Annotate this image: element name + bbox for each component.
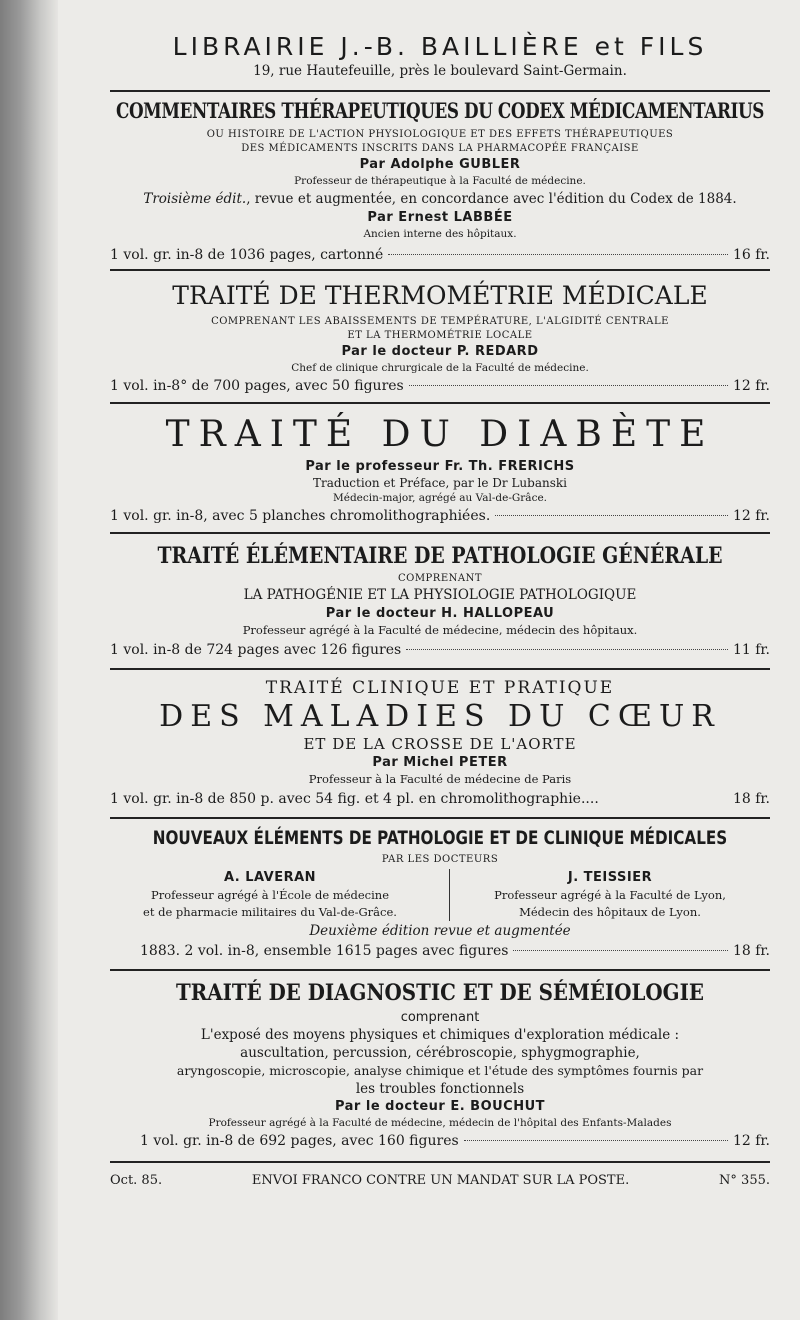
book-description-line — [110, 376, 770, 396]
page-footer — [110, 1173, 770, 1188]
book-description: 1 vol. gr. in-8 de 692 pages, avec 160 figures — [140, 1133, 459, 1149]
edition-rest: , revue et augmentée, en concordance avec l'édition du Codex de 1884. — [246, 191, 737, 207]
book-subtitle: OU HISTOIRE DE L'ACTION PHYSIOLOGIQUE ET DES EFFETS THÉRAPEUTIQUES — [206, 129, 674, 140]
dot-leader — [513, 950, 728, 951]
book-description: 1 vol. in-8° de 700 pages, avec 50 figures — [110, 378, 404, 394]
book-description: 1883. 2 vol. in-8, ensemble 1615 pages avec figures — [140, 943, 509, 959]
book-pretitle: TRAITÉ CLINIQUE ET PRATIQUE — [265, 678, 615, 698]
book-entry-thermometrie — [110, 271, 770, 396]
book-title: TRAITÉ DE THERMOMÉTRIE MÉDICALE — [172, 281, 708, 310]
edition-line — [110, 189, 770, 209]
book-price: 12 fr. — [732, 378, 770, 394]
book-description-line — [110, 1131, 770, 1151]
book-subtitle: DES MÉDICAMENTS INSCRITS DANS LA PHARMACOPÉE FRANÇAISE — [241, 143, 639, 154]
book-subtitle: ET LA THERMOMÉTRIE LOCALE — [347, 330, 533, 341]
book-subtitle: ET DE LA CROSSE DE L'AORTE — [303, 735, 577, 753]
catalogue-page — [110, 0, 770, 1320]
book-body-1: L'exposé des moyens physiques et chimiques d'exploration médicale : — [200, 1027, 680, 1043]
book-binding-edge — [0, 0, 58, 1320]
author-columns — [110, 869, 770, 921]
book-price: 12 fr. — [732, 508, 770, 524]
book-price: 18 fr. — [732, 943, 770, 959]
footer-notice: ENVOI FRANCO CONTRE UN MANDAT SUR LA POSTE. — [251, 1173, 630, 1188]
book-subtitle-2: LA PATHOGÉNIE ET LA PHYSIOLOGIE PATHOLOGIQUE — [243, 587, 637, 603]
dot-leader — [406, 649, 728, 650]
book-entry-maladies-coeur — [110, 670, 770, 809]
book-body-2: auscultation, percussion, cérébroscopie, sphygmographie, — [240, 1045, 640, 1061]
book-price: 16 fr. — [732, 247, 770, 263]
book-description: 1 vol. gr. in-8 de 850 p. avec 54 fig. et 4 pl. en chromolithographie.... — [110, 791, 599, 807]
book-description: 1 vol. gr. in-8 de 1036 pages, cartonné — [110, 247, 384, 263]
book-title: NOUVEAUX ÉLÉMENTS DE PATHOLOGIE ET DE CLINIQUE MÉDICALES — [152, 827, 728, 849]
publisher-address: 19, rue Hautefeuille, près le boulevard Saint-Germain. — [253, 63, 627, 79]
book-entry-pathologie-generale — [110, 534, 770, 660]
publisher-name: LIBRAIRIE J.-B. BAILLIÈRE et FILS — [172, 32, 708, 61]
book-entry-codex — [110, 92, 770, 265]
book-author: Par Michel PETER — [372, 755, 508, 770]
book-title: TRAITÉ DE DIAGNOSTIC ET DE SÉMÉIOLOGIE — [176, 980, 704, 1006]
book-title: COMMENTAIRES THÉRAPEUTIQUES DU CODEX MÉDICAMENTARIUS — [115, 98, 765, 123]
author-role-right-2: Médecin des hôpitaux de Lyon. — [519, 905, 701, 919]
author-role: Professeur agrégé à la Faculté de médecine, médecin des hôpitaux. — [242, 623, 638, 637]
book-title: TRAITÉ ÉLÉMENTAIRE DE PATHOLOGIE GÉNÉRALE — [157, 543, 723, 569]
book-subtitle: COMPRENANT — [397, 573, 483, 584]
book-subtitle: PAR LES DOCTEURS — [381, 854, 499, 865]
book-author: Par le professeur Fr. Th. FRERICHS — [305, 459, 575, 474]
author-role-left: Professeur agrégé à l'École de médecine — [150, 888, 389, 902]
author-role: Professeur agrégé à la Faculté de médecine, médecin de l'hôpital des Enfants-Malades — [208, 1117, 672, 1129]
book-body-4: les troubles fonctionnels — [355, 1081, 525, 1097]
footer-number: N° 355. — [719, 1173, 770, 1188]
dot-leader — [495, 515, 728, 516]
book-description-line — [110, 640, 770, 660]
book-subtitle: COMPRENANT LES ABAISSEMENTS DE TEMPÉRATURE, L'ALGIDITÉ CENTRALE — [211, 316, 669, 327]
book-description: 1 vol. in-8 de 724 pages avec 126 figures — [110, 642, 402, 658]
book-author-left: A. LAVERAN — [223, 870, 317, 885]
book-body-3: aryngoscopie, microscopie, analyse chimique et l'étude des symptômes fournis par — [176, 1063, 704, 1078]
author-role-2: Médecin-major, agrégé au Val-de-Grâce. — [333, 492, 547, 504]
author-role-left-2: et de pharmacie militaires du Val-de-Grâce. — [143, 905, 397, 919]
divider — [110, 1161, 770, 1163]
dot-leader — [409, 385, 728, 386]
book-author: Par le docteur P. REDARD — [341, 344, 539, 359]
author-role: Traduction et Préface, par le Dr Lubanski — [313, 476, 567, 490]
edition-italic: Troisième édit. — [143, 191, 247, 207]
book-entry-diabete — [110, 404, 770, 526]
book-author-right: J. TEISSIER — [567, 870, 653, 885]
book-author: Par le docteur H. HALLOPEAU — [325, 606, 555, 621]
author-role: Professeur de thérapeutique à la Faculté de médecine. — [294, 175, 586, 187]
book-description-line — [110, 506, 770, 526]
dot-leader — [388, 254, 728, 255]
author-column-right — [449, 869, 770, 921]
author-role-right: Professeur agrégé à la Faculté de Lyon, — [494, 888, 726, 902]
author-role: Chef de clinique chrurgicale de la Faculté de médecine. — [291, 362, 589, 374]
book-title: TRAITÉ DU DIABÈTE — [165, 414, 715, 455]
book-description-line — [110, 789, 770, 809]
book-entry-nouveaux-elements — [110, 819, 770, 961]
book-description-line — [110, 941, 770, 961]
book-author: Par Adolphe GUBLER — [359, 157, 521, 172]
book-description-line — [110, 245, 770, 265]
author-column-left — [110, 869, 430, 921]
dot-leader — [464, 1140, 728, 1141]
book-author-2: Par Ernest LABBÉE — [367, 210, 513, 225]
book-price: 12 fr. — [732, 1133, 770, 1149]
book-description: 1 vol. gr. in-8, avec 5 planches chromolithographiées. — [110, 508, 491, 524]
book-title: DES MALADIES DU CŒUR — [159, 699, 721, 734]
author-role: Professeur à la Faculté de médecine de Paris — [308, 772, 572, 786]
book-price: 11 fr. — [732, 642, 770, 658]
book-entry-diagnostic — [110, 971, 770, 1151]
book-subtitle: comprenant — [400, 1010, 480, 1025]
edition-line: Deuxième édition revue et augmentée — [309, 923, 571, 939]
book-author: Par le docteur E. BOUCHUT — [334, 1099, 546, 1114]
author-role-2: Ancien interne des hôpitaux. — [363, 228, 517, 240]
footer-date: Oct. 85. — [110, 1173, 163, 1188]
book-price: 18 fr. — [732, 791, 770, 807]
